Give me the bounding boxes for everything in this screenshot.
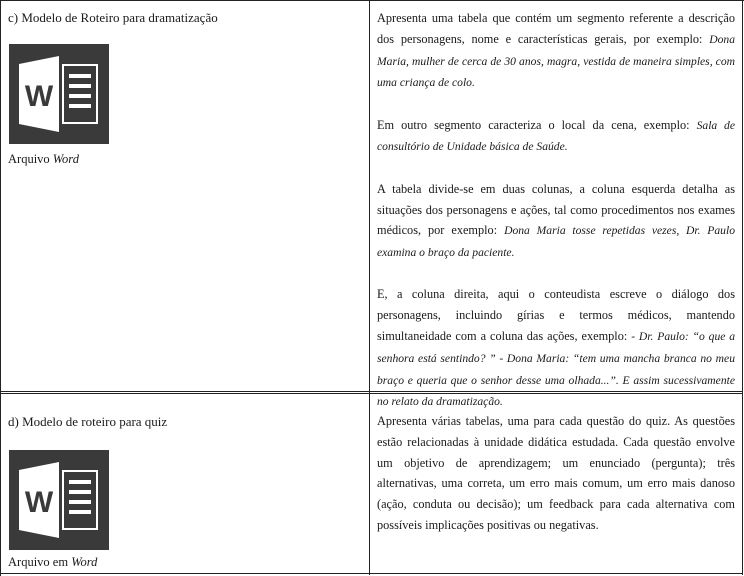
paragraph-text: Apresenta várias tabelas, uma para cada questão do quiz. As questões estão relacionadas à unidade didática estudada. Cada questão envolve um objetivo de aprendizagem; um enunciado (pergunta); três alternativas, uma correta, um erro mais comum, um erro mais danoso (ação, conduta ou decisão); um feedback para cada alternativa com possíveis implicações positivas ou negativas. [377, 414, 735, 532]
paragraph [377, 179, 735, 264]
row-title: c) Modelo de Roteiro para dramatização [8, 10, 218, 25]
paragraph-text: A tabela divide-se em duas colunas, a coluna esquerda detalha as situações dos personagens e ações, tal como procedimentos nos exames médicos, por exemplo: [377, 181, 735, 238]
paragraph [377, 284, 735, 413]
paragraph [377, 115, 735, 159]
right-border [742, 0, 743, 575]
example-text: Sala de consultório de Unidade básica de Saúde. [377, 118, 735, 154]
paragraph [377, 411, 735, 536]
file-caption [8, 555, 97, 570]
column-divider [369, 0, 370, 575]
svg-text:W: W [24, 486, 54, 519]
example-text: Dona Maria tosse repetidas vezes, Dr. Paulo examina o braço da paciente. [377, 224, 735, 260]
paragraph-text: Em outro segmento caracteriza o local da cena, exemplo: [377, 117, 697, 132]
paragraph-text: Apresenta uma tabela que contém um segmento referente a descrição dos personagens, nome e características gerais, por exemplo: [377, 11, 735, 46]
word-document-icon [9, 450, 109, 550]
caption-word: Word [71, 555, 98, 569]
example-text: Dona Maria, mulher de cerca de 30 anos, magra, vestida de maneira simples, com uma criança de colo. [377, 32, 735, 90]
description-cell [377, 8, 735, 413]
paragraph [377, 8, 735, 94]
word-document-icon [9, 44, 109, 144]
paragraph-text: E, a coluna direita, aqui o conteudista escreve o diálogo dos personagens, incluindo gírias e termos médicos, mantendo simultaneidade com a coluna das ações, exemplo: [377, 287, 735, 344]
example-text: - Dr. Paulo: “o que a senhora está sentindo? ” - Dona Maria: “tem uma mancha branca no meu braço e queria que o senhor desse uma olhada...”. E assim sucessivamente no relato da dramatização. [377, 330, 735, 409]
caption-word: Word [52, 152, 79, 166]
row-title: d) Modelo de roteiro para quiz [8, 414, 168, 429]
row-divider [0, 573, 743, 574]
caption-prefix: Arquivo [8, 152, 53, 166]
description-cell [377, 411, 735, 536]
caption-prefix: Arquivo em [8, 555, 72, 569]
file-caption [8, 152, 79, 167]
svg-text:W: W [24, 80, 54, 113]
